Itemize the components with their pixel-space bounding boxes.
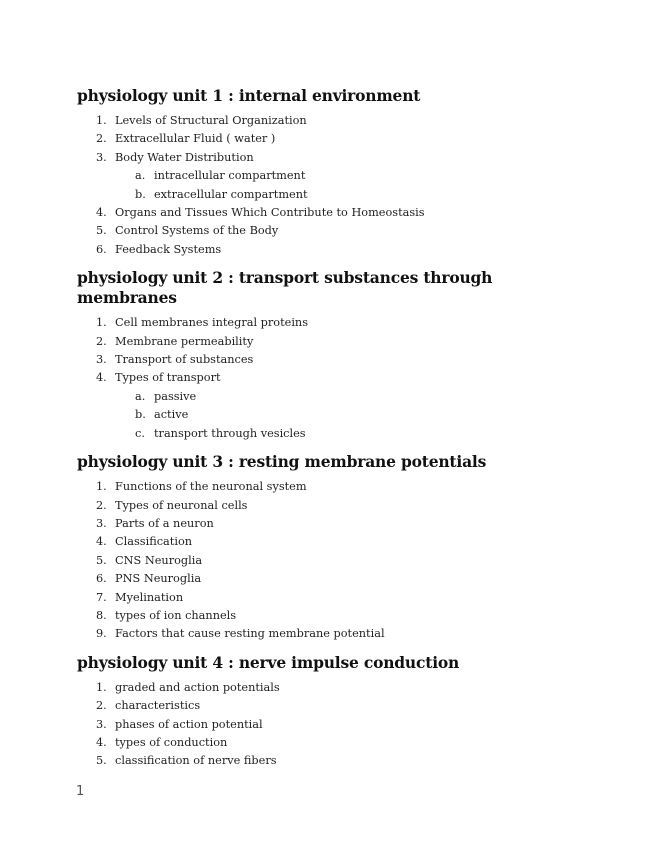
- section-title: physiology unit 2 : transport substances through membranes: [77, 268, 493, 308]
- item-number: 3.: [96, 717, 107, 731]
- item-number: 5.: [96, 754, 107, 768]
- item-text: types of conduction: [115, 735, 228, 749]
- list-item: [77, 112, 597, 130]
- topic-list: [77, 478, 597, 644]
- item-number: 6.: [96, 572, 107, 586]
- item-text: CNS Neuroglia: [115, 553, 203, 567]
- item-number: 3.: [96, 353, 107, 367]
- list-item: [77, 222, 597, 240]
- item-text: Membrane permeability: [115, 334, 254, 348]
- item-number: 8.: [96, 608, 107, 622]
- item-number: 4.: [96, 735, 107, 749]
- section-title: physiology unit 1 : internal environment: [77, 86, 421, 105]
- section-unit-2: [77, 268, 597, 443]
- list-item: [77, 149, 597, 204]
- list-item: [77, 570, 597, 588]
- item-text: graded and action potentials: [115, 680, 280, 694]
- item-number: 1.: [96, 680, 107, 694]
- list-item: [77, 204, 597, 222]
- item-text: Extracellular Fluid ( water ): [115, 132, 276, 146]
- list-item: [77, 533, 597, 551]
- list-item: [77, 625, 597, 643]
- sub-list: [115, 388, 597, 443]
- list-item: [77, 679, 597, 697]
- section-unit-3: [77, 452, 597, 644]
- list-item: [77, 716, 597, 734]
- list-item: [77, 589, 597, 607]
- item-text: Organs and Tissues Which Contribute to Homeostasis: [115, 206, 425, 220]
- item-number: 3.: [96, 150, 107, 164]
- sub-item-letter: a.: [135, 389, 146, 403]
- item-number: 2.: [96, 334, 107, 348]
- item-number: 5.: [96, 553, 107, 567]
- list-item: [77, 697, 597, 715]
- item-text: Transport of substances: [115, 353, 254, 367]
- section-unit-1: [77, 86, 597, 259]
- sub-item-letter: b.: [135, 187, 146, 201]
- sub-list-item: [115, 406, 597, 424]
- section-unit-4: [77, 653, 597, 771]
- page-number: 1: [76, 784, 85, 799]
- list-item: [77, 333, 597, 351]
- sub-item-text: extracellular compartment: [154, 187, 308, 201]
- item-text: Types of transport: [115, 371, 221, 385]
- sub-item-letter: a.: [135, 169, 146, 183]
- item-number: 5.: [96, 224, 107, 238]
- sub-item-text: transport through vesicles: [154, 426, 306, 440]
- item-text: Types of neuronal cells: [115, 498, 248, 512]
- sub-list-item: [115, 167, 597, 185]
- item-text: Myelination: [115, 590, 184, 604]
- item-number: 1.: [96, 480, 107, 494]
- list-item: [77, 369, 597, 443]
- sub-list-item: [115, 186, 597, 204]
- list-item: [77, 497, 597, 515]
- item-text: Parts of a neuron: [115, 516, 214, 530]
- list-item: [77, 351, 597, 369]
- sub-list-item: [115, 425, 597, 443]
- item-text: PNS Neuroglia: [115, 572, 202, 586]
- section-title: physiology unit 4 : nerve impulse conduction: [77, 652, 460, 672]
- sub-item-letter: b.: [135, 408, 146, 422]
- list-item: [77, 752, 597, 770]
- sub-item-text: active: [154, 408, 189, 422]
- item-text: Factors that cause resting membrane potential: [115, 627, 385, 641]
- item-number: 3.: [96, 516, 107, 530]
- sub-list-item: [115, 388, 597, 406]
- item-text: Levels of Structural Organization: [115, 114, 307, 127]
- list-item: [77, 241, 597, 259]
- item-text: classification of nerve fibers: [115, 754, 277, 768]
- item-number: 2.: [96, 699, 107, 713]
- sub-item-text: passive: [154, 389, 197, 403]
- item-text: phases of action potential: [115, 717, 263, 731]
- item-text: Classification: [115, 535, 193, 549]
- item-number: 6.: [96, 242, 107, 256]
- item-number: 4.: [96, 535, 107, 549]
- item-number: 2.: [96, 498, 107, 512]
- sub-item-letter: c.: [135, 426, 145, 440]
- list-item: [77, 478, 597, 496]
- list-item: [77, 607, 597, 625]
- item-text: Functions of the neuronal system: [115, 480, 307, 494]
- item-number: 1.: [96, 114, 107, 127]
- item-number: 4.: [96, 206, 107, 220]
- section-title: physiology unit 3 : resting membrane potentials: [77, 452, 487, 472]
- item-text: Control Systems of the Body: [115, 224, 279, 238]
- item-text: types of ion channels: [115, 608, 237, 622]
- list-item: [77, 552, 597, 570]
- item-text: Body Water Distribution: [115, 150, 254, 164]
- item-number: 9.: [96, 627, 107, 641]
- document-content: [77, 86, 597, 780]
- item-number: 4.: [96, 371, 107, 385]
- list-item: [77, 130, 597, 148]
- list-item: [77, 734, 597, 752]
- topic-list: [77, 314, 597, 443]
- item-text: Cell membranes integral proteins: [115, 316, 309, 330]
- topic-list: [77, 112, 597, 259]
- list-item: [77, 314, 597, 332]
- topic-list: [77, 679, 597, 771]
- item-number: 2.: [96, 132, 107, 146]
- sub-list: [115, 167, 597, 204]
- item-number: 1.: [96, 316, 107, 330]
- item-text: Feedback Systems: [115, 242, 222, 256]
- item-text: characteristics: [115, 699, 201, 713]
- list-item: [77, 515, 597, 533]
- item-number: 7.: [96, 590, 107, 604]
- sub-item-text: intracellular compartment: [154, 169, 306, 183]
